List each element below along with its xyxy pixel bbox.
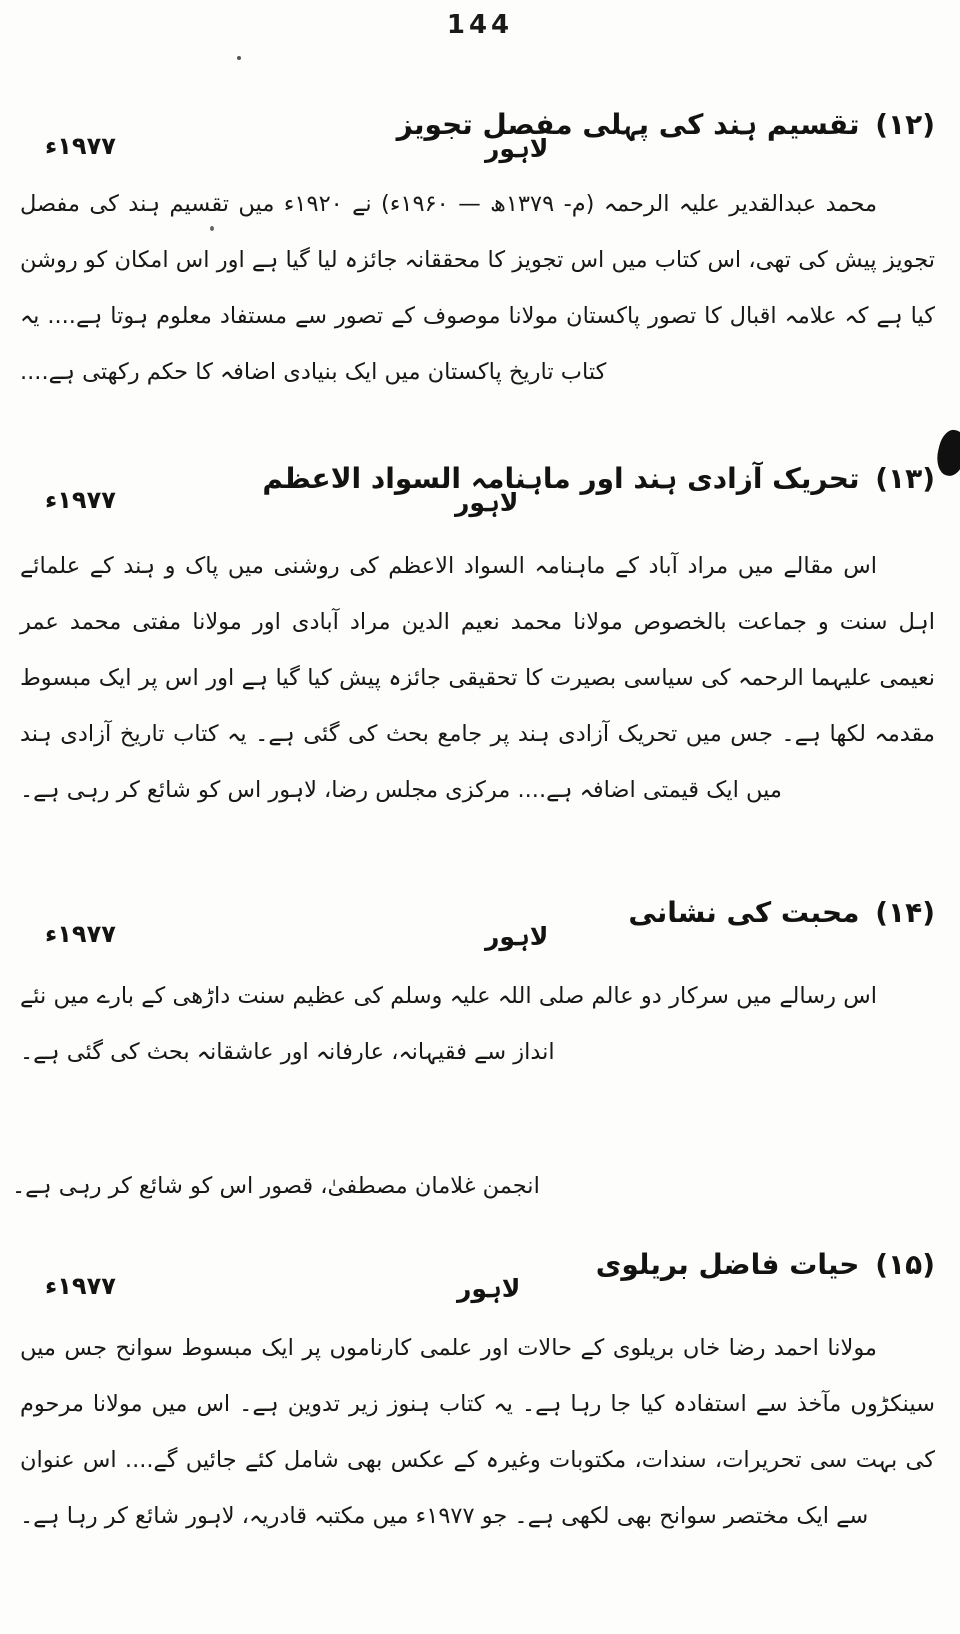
entry-12-title [397,108,935,141]
entry-14-publisher-line: انجمن غلامان مصطفیٰ، قصور اس کو شائع کر رہی ہے۔ [12,1173,540,1199]
entry-13-number: (۱۳) [875,462,935,495]
entry-15-place: لاہور [457,1274,521,1303]
entry-13-title [262,462,935,495]
entry-14-year: ۱۹۷۷ء [45,920,116,948]
entry-14-place: لاہور [485,922,549,951]
entry-14-title [628,896,935,929]
page-number: 144 [446,10,514,40]
entry-15-number: (۱۵) [875,1248,935,1281]
entry-15-header [25,1248,935,1312]
entry-13-paragraph: اس مقالے میں مراد آباد کے ماہنامہ السواد الاعظم کی روشنی میں پاک و ہند کے علمائے اہل سنت و جماعت بالخصوص مولانا محمد نعیم الدین مراد آبادی اور مولانا مفتی محمد عمر نعیمی علیہما الرحمہ کی سیاسی بصیرت کا تحقیقی جائزہ پیش کیا گیا ہے اور اس پر ایک مبسوط مقدمہ لکھا ہے۔ جس میں تحریک آزادی ہند پر جامع بحث کی گئی ہے۔ یہ کتاب تاریخ آزادی ہند میں ایک قیمتی اضافہ ہے.... مرکزی مجلس رضا، لاہور اس کو شائع کر رہی ہے۔ [20,553,935,803]
entry-12-header [25,108,935,172]
scan-speck [237,56,241,60]
entry-12-place: لاہور [485,134,549,163]
entry-14-paragraph: اس رسالے میں سرکار دو عالم صلی اللہ علیہ وسلم کی عظیم سنت داڑھی کے بارے میں نئے انداز سے فقیہانہ، عارفانہ اور عاشقانہ بحث کی گئی ہے۔ [20,983,877,1065]
entry-15-title-text: حیات فاضل بریلوی [595,1248,860,1281]
entry-12-title-text: تقسیم ہند کی پہلی مفصل تجویز [396,108,860,141]
entry-13-place: لاہور [455,488,519,517]
entry-14-title-text: محبت کی نشانی [628,896,860,929]
entry-13-year: ۱۹۷۷ء [45,486,116,514]
entry-15-title [596,1248,935,1281]
entry-13-header [25,462,935,526]
entry-12-number: (۱۲) [875,108,935,141]
entry-14-number: (۱۴) [875,896,935,929]
scan-speck [210,226,214,231]
entry-14-header [25,896,935,960]
entry-15-paragraph: مولانا احمد رضا خاں بریلوی کے حالات اور علمی کارناموں پر ایک مبسوط سوانح جس میں سینکڑوں مآخذ سے استفادہ کیا جا رہا ہے۔ یہ کتاب ہنوز زیر تدوین ہے۔ اس میں مولانا مرحوم کی بہت سی تحریرات، سندات، مکتوبات وغیرہ کے عکس بھی شامل کئے جائیں گے.... اس عنوان سے ایک مختصر سوانح بھی لکھی ہے۔ جو ۱۹۷۷ء میں مکتبہ قادریہ، لاہور شائع کر رہا ہے۔ [20,1335,935,1529]
scan-ink-artifact [933,427,960,478]
entry-13-title-text: تحریک آزادی ہند اور ماہنامہ السواد الاعظم [262,462,860,495]
entry-15-year: ۱۹۷۷ء [45,1272,116,1300]
entry-12-paragraph: محمد عبدالقدیر علیہ الرحمہ (م- ۱۳۷۹ھ — ۱۹۶۰ء) نے ۱۹۲۰ء میں تقسیم ہند کی مفصل تجویز پیش کی تھی، اس کتاب میں اس تجویز کا محققانہ جائزہ لیا گیا ہے اور اس امکان کو روشن کیا ہے کہ علامہ اقبال کا تصور پاکستان مولانا موصوف کے تصور سے مستفاد معلوم ہوتا ہے.... یہ کتاب تاریخ پاکستان میں ایک بنیادی اضافہ کا حکم رکھتی ہے.... [20,191,935,385]
entry-12-year: ۱۹۷۷ء [45,132,116,160]
